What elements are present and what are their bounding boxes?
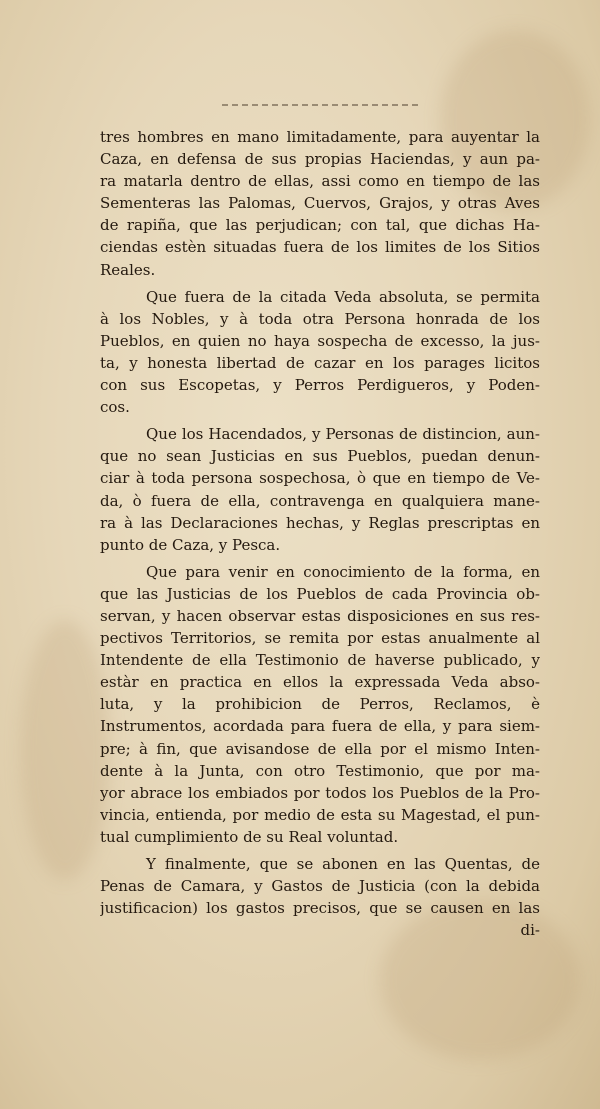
text-line: Que los Hacendados, y Personas de distincion, aun- xyxy=(146,425,540,444)
text-line: Instrumentos, acordada para fuera de ella, y para siem- xyxy=(100,717,540,736)
text-line: pre; à fin, que avisandose de ella por el mismo Inten- xyxy=(100,739,540,758)
paragraph xyxy=(100,423,540,556)
body-text xyxy=(100,126,540,941)
text-line: Intendente de ella Testimonio de haverse publicado, y xyxy=(100,651,540,670)
text-line: vincia, entienda, por medio de esta su Magestad, el pun- xyxy=(100,805,540,824)
text-line: ciar à toda persona sospechosa, ò que en tiempo de Ve- xyxy=(100,469,540,488)
text-line: punto de Caza, y Pesca. xyxy=(100,535,281,554)
text-line: Que fuera de la citada Veda absoluta, se permita xyxy=(146,287,540,306)
text-line: con sus Escopetas, y Perros Perdigueros, y Poden- xyxy=(100,376,540,395)
header-rule xyxy=(222,104,422,106)
text-line: à los Nobles, y à toda otra Persona honrada de los xyxy=(100,309,540,328)
text-line: justificacion) los gastos precisos, que se causen en las xyxy=(100,899,540,918)
text-line: ta, y honesta libertad de cazar en los parages licitos xyxy=(100,353,540,372)
text-line: dente à la Junta, con otro Testimonio, que por ma- xyxy=(100,761,540,780)
paragraph xyxy=(100,126,540,281)
paragraph xyxy=(100,561,540,848)
text-line: tual cumplimiento de su Real voluntad. xyxy=(100,827,399,846)
text-line: que no sean Justicias en sus Pueblos, puedan denun- xyxy=(100,447,540,466)
text-line: Penas de Camara, y Gastos de Justicia (con la debida xyxy=(100,877,540,896)
text-line: Que para venir en conocimiento de la forma, en xyxy=(146,562,540,581)
text-line: ciendas estèn situadas fuera de los limites de los Sitios xyxy=(100,238,540,257)
paragraph xyxy=(100,286,540,419)
text-line: de rapiña, que las perjudican; con tal, que dichas Ha- xyxy=(100,216,540,235)
text-line: Reales. xyxy=(100,260,156,279)
text-line: estàr en practica en ellos la expressada Veda abso- xyxy=(100,673,540,692)
text-line: Y finalmente, que se abonen en las Quentas, de xyxy=(146,855,540,873)
text-line: ra matarla dentro de ellas, assi como en tiempo de las xyxy=(100,172,540,191)
text-line: que las Justicias de los Pueblos de cada Provincia ob- xyxy=(100,584,540,603)
text-line: Sementeras las Palomas, Cuervos, Grajos, y otras Aves xyxy=(100,194,540,213)
paragraph xyxy=(100,853,540,919)
text-line: servan, y hacen observar estas disposiciones en sus res- xyxy=(100,606,540,625)
text-line: cos. xyxy=(100,398,130,417)
text-line: pectivos Territorios, se remita por estas anualmente al xyxy=(100,629,540,648)
text-line: ra à las Declaraciones hechas, y Reglas prescriptas en xyxy=(100,513,540,532)
text-line: Pueblos, en quien no haya sospecha de excesso, la jus- xyxy=(100,331,540,350)
text-line: Caza, en defensa de sus propias Haciendas, y aun pa- xyxy=(100,150,540,169)
catchword: di- xyxy=(520,921,540,940)
text-line: luta, y la prohibicion de Perros, Reclamos, è xyxy=(100,695,540,714)
text-line: da, ò fuera de ella, contravenga en qualquiera mane- xyxy=(100,491,540,510)
text-line: yor abrace los embiados por todos los Pueblos de la Pro- xyxy=(100,783,540,802)
text-line: tres hombres en mano limitadamente, para auyentar la xyxy=(100,128,540,146)
